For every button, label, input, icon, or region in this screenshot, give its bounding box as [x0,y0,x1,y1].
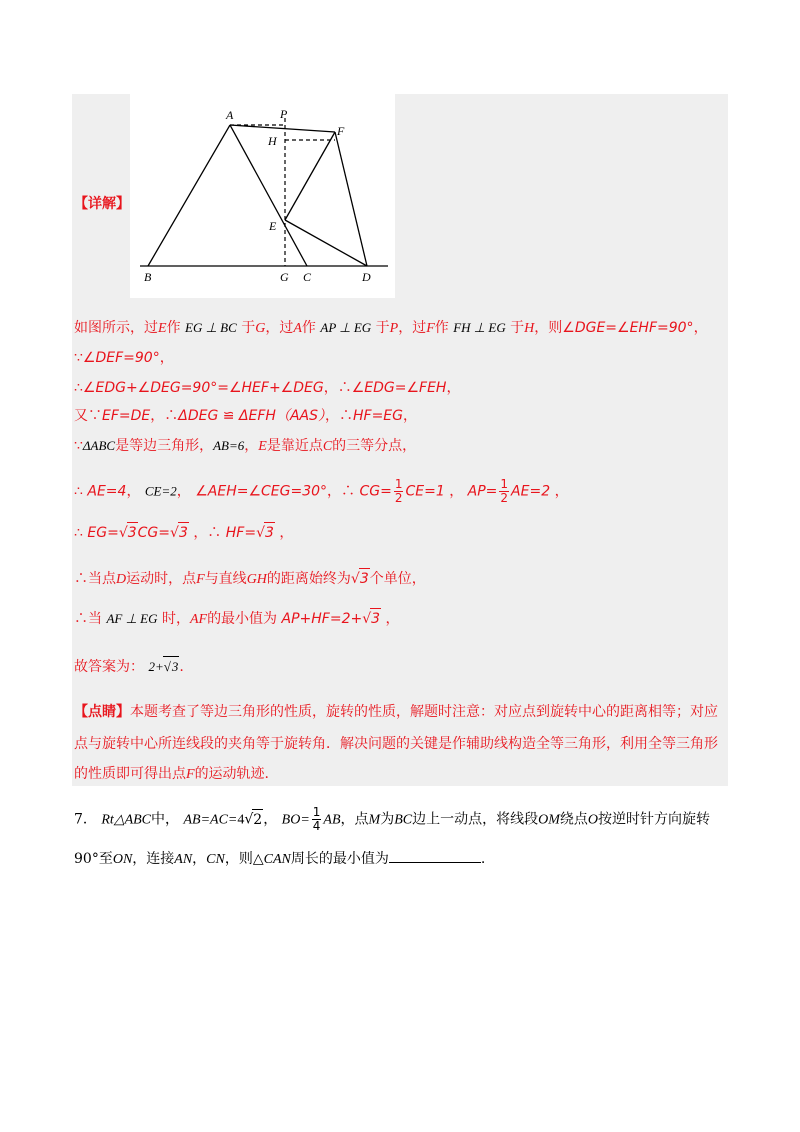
text: 又∵ [74,408,102,424]
formula: AE=4 [87,483,127,500]
text: 是等边三角形， [115,438,214,454]
var: AF [189,612,208,627]
text: 如图所示，过 [74,320,158,336]
denominator: 4 [312,819,321,833]
text: ， [192,851,207,867]
text: 是靠近点 [266,438,323,454]
var: O [587,812,598,828]
text: 作 [434,320,449,336]
text: 作 [166,320,181,336]
label-P: P [280,107,288,121]
var: C [322,439,333,454]
question-number: 7． [74,811,97,828]
fraction [499,478,509,505]
text: ，点 [340,811,369,828]
text: ，∴ [325,408,353,424]
numerator: 1 [312,805,321,819]
formula: ∠DEF=90° [82,350,160,366]
solution-line-1 [74,318,708,339]
formula: CE=2 [144,483,177,499]
fraction [312,806,322,833]
text: ，∴ [327,483,356,500]
text: 的三等分点， [332,438,417,454]
label-H: H [268,134,277,148]
fraction [394,478,404,505]
sqrt-sign: √ [163,656,172,677]
var: H [524,321,535,336]
radicand: 3 [359,568,370,589]
text: ， [126,483,141,500]
sqrt-sign: √ [256,525,265,541]
formula: CG= [359,483,392,500]
label-B: B [144,270,152,284]
text: ，∴ [323,380,352,396]
formula: EG= [87,525,119,541]
formula: ∠EDG+∠DEG=90°=∠HEF+∠DEG [82,380,324,396]
formula: BO= [281,812,310,828]
text: ， [176,483,191,500]
numerator: 1 [500,477,509,491]
text: 90°至 [74,851,113,867]
comment-text: 本题考查了等边三角形的性质，旋转的性质，解题时注意：对应点到旋转中心的距离相等；对应 [130,704,718,720]
text: 的最小值为 [207,611,278,627]
solution-line-5 [74,436,416,457]
text: 故答案为： [74,659,144,675]
text: 与直线 [204,571,247,587]
text: ，∴ [193,525,222,541]
comment-text: 点与旋转中心所连线段的夹角等于旋转角．解决问题的关键是作辅助线构造全等三角形，利用全等三角形 [74,736,718,752]
formula: ∠DGE=∠EHF=90° [562,320,694,336]
var: ON [112,852,133,867]
text: 的距离始终为 [266,571,351,587]
var: F [196,572,205,587]
label-D: D [362,270,371,284]
text: 边上一动点，将线段 [412,811,539,828]
text: 于 [375,320,390,336]
formula: Rt△ABC [101,812,152,828]
formula: CG= [137,525,171,541]
formula: CE=1 [405,483,445,500]
text: ， [446,380,461,396]
radicand: 3 [171,656,180,677]
formula: AP= [467,483,498,500]
text: 作 [301,320,316,336]
var: E [258,439,267,454]
text: ，则△ [224,851,264,867]
formula: EF=DE [102,408,151,424]
formula: AF ⊥ EG [106,611,158,626]
solution-line-4 [74,406,417,426]
text: 绕点 [559,811,588,828]
var: CAN [263,852,291,867]
radicand: 3 [178,522,189,543]
radicand: 3 [370,608,381,629]
label-F: F [337,124,345,138]
therefore-symbol: ∴ [74,483,83,500]
geometry-diagram [130,94,395,298]
formula: 4 [237,812,245,828]
formula: FH ⊥ EG [453,320,506,335]
var: F [426,321,435,336]
radicand: 3 [264,522,275,543]
text: ∴当点 [74,571,116,587]
text: ∴当 [74,611,102,627]
solution-line-7 [74,522,293,543]
text: . [480,851,486,867]
text: . [179,659,184,675]
text: 周长的最小值为 [290,851,389,867]
text: ， [554,483,569,500]
var: D [116,572,127,587]
solution-line-8 [74,568,426,590]
question-7-line-2 [74,848,485,870]
comment-line-2 [74,734,718,754]
var: E [158,321,167,336]
text: ，∴ [150,408,179,424]
comment-line-3 [74,764,269,785]
var: M [368,812,381,828]
radicand: 2 [252,809,263,830]
formula: AB=AC= [183,812,238,828]
sqrt-sign: √ [362,611,372,627]
therefore-symbol: ∴ [74,380,83,396]
var: AN [174,852,193,867]
text: 按逆时针方向旋转 [598,811,710,828]
text: ， [263,811,278,828]
answer-blank[interactable] [389,848,481,863]
formula: AB [323,812,341,828]
formula: ΔDEG ≌ ΔEFH（AAS） [178,408,325,424]
comment-text: 的性质即可得出点 [74,766,186,782]
var: P [389,321,399,336]
text: ，连接 [132,851,175,867]
comment-tag: 【点睛】 [74,704,130,720]
denominator: 2 [394,491,403,505]
label-A: A [226,108,234,122]
formula: AP+HF=2+ [281,611,363,627]
text: ，过 [398,320,427,336]
text: 于 [510,320,525,336]
comment-text: 的运动轨迹. [194,766,270,782]
formula: EG ⊥ BC [185,320,237,335]
formula: ΔABC [82,438,116,453]
detail-tag: 【详解】 [74,196,130,212]
text: ， [279,525,294,541]
text: 中， [151,811,180,828]
var: CN [206,852,225,867]
sqrt-sign: √ [170,525,179,541]
therefore-symbol: ∴ [74,525,83,541]
radicand: 3 [127,522,138,543]
solution-line-2 [74,348,174,368]
formula: AE=2 [511,483,551,500]
formula: AP ⊥ EG [320,320,372,335]
formula: ∠EDG=∠FEH [351,380,447,396]
denominator: 2 [500,491,509,505]
formula: 2+ [148,659,164,674]
text: 运动时，点 [126,571,197,587]
geometry-figure [130,94,395,298]
text: ， [693,320,708,336]
var: GH [246,572,267,587]
text: 个单位， [369,571,426,587]
formula: AB=6 [213,438,245,453]
because-symbol: ∵ [74,350,83,366]
solution-line-9 [74,608,400,630]
formula: HF=EG [353,408,404,424]
label-E: E [269,219,277,233]
because-symbol: ∵ [74,438,83,454]
text: ， [159,350,174,366]
label-C: C [303,270,312,284]
formula: ∠AEH=∠CEG=30° [195,483,328,500]
sqrt-sign: √ [350,571,360,587]
label-G: G [280,270,289,284]
var: G [255,321,266,336]
question-7-line-1 [74,806,710,833]
text: ， [244,438,259,454]
text: 于 [241,320,256,336]
text: ， [385,611,400,627]
text: ，过 [265,320,294,336]
solution-line-3 [74,378,460,398]
solution-line-10 [74,656,184,677]
var: OM [538,812,560,828]
sqrt-sign: √ [118,525,128,541]
formula: HF= [225,525,257,541]
var: BC [394,812,413,828]
numerator: 1 [394,477,403,491]
comment-line-1 [74,702,718,722]
text: 为 [380,811,395,828]
var: A [293,321,302,336]
text: 时， [161,611,190,627]
solution-line-6 [74,478,569,505]
text: ， [403,408,418,424]
text: ，则 [534,320,563,336]
text: ， [449,483,464,500]
sqrt-sign: √ [244,811,254,828]
var: F [186,767,195,782]
